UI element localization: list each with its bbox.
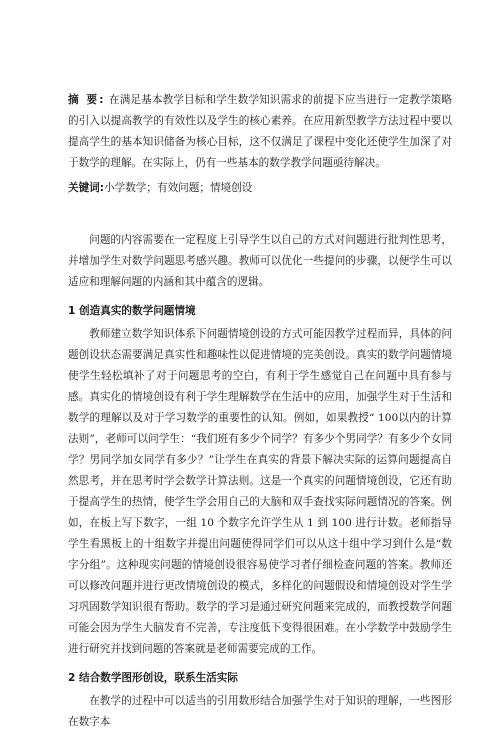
abstract-text: 在满足基本教学目标和学生数学知识需求的前提下应当进行一定教学策略的引入以提高教学的有效性以及学生的核心素养。在应用新型教学方法过程中要以提高学生的基本知识储备为核心目标，这不仅满足了课程中变化还使学生加深了对于数学的理解。在实际上，仍有一些基本的数学教学问题亟待解决。 [68, 94, 452, 169]
section-1-heading: 1 创造真实的数学问题情境 [68, 305, 196, 317]
keywords-line [68, 178, 452, 199]
keywords-text: 小学数学；有效问题；情境创设 [104, 182, 253, 194]
intro-paragraph: 问题的内容需要在一定程度上引导学生以自己的方式对问题进行批判性思考，并增加学生对数学问题思考感兴趣。教师可以优化一些提问的步骤，以便学生可以适应和理解问题的内涵和其中蕴含的逻辑。 [68, 234, 452, 288]
section-2-body: 在教学的过程中可以适当的引用数形结合加强学生对于知识的理解，一些图形在数字本 [68, 695, 452, 728]
section-1-body: 教师建立数学知识体系下问题情境创设的方式可能因教学过程而异，具体的问题创设状态需要满足真实性和趣味性以促进情境的完美创设。真实的数学问题情境使学生轻松填补了对于问题思考的空白，有利于学生感觉自己在问题中具有参与感。真实化的情境创设有利于学生理解数学在生活中的应用，加强学生对于生活和数学的理解以及对于学习数学的重要性的认知。例如，如果教授“ 100以内的计算法则”，老师可以问学生：“我们班有多少个同学？有多少个男同学？有多少个女同学？男同学加女同学有多少？”让学生在真实的背景下解决实际的运算问题提高自然思考，并在思考时学会数学计算法则。这是一个真实的问题情境创设，它还有助于提高学生的热情，使学生学会用自己的大脑和双手查找实际问题情况的答案。例如，在板上写下数字，一组 10 个数字允许学生从 1 到 100 进行计数。老师指导学生看黑板上的十组数字并提出问题使得同学们可以从这十组中学习到什么是“数字分组”。这种现实问题的情境创设很容易使学习者仔细检查问题的答案。教师还可以修改问题并进行更改情境创设的模式，多样化的问题假设和情境创设对学生学习巩固数学知识很有帮助。数学的学习是通过研究问题来完成的，而教授数学问题可能会因为学生大脑发育不完善，专注度低下变得很困难。在小学数学中鼓励学生进行研究并找到问题的答案就是老师需要完成的工作。 [68, 328, 452, 655]
section-2-heading: 2 结合数学图形创设，联系生活实际 [68, 672, 238, 684]
abstract-paragraph [68, 90, 452, 174]
keywords-label: 关键词: [68, 182, 105, 194]
document-page [68, 90, 452, 733]
abstract-label: 摘 要: [68, 94, 106, 106]
